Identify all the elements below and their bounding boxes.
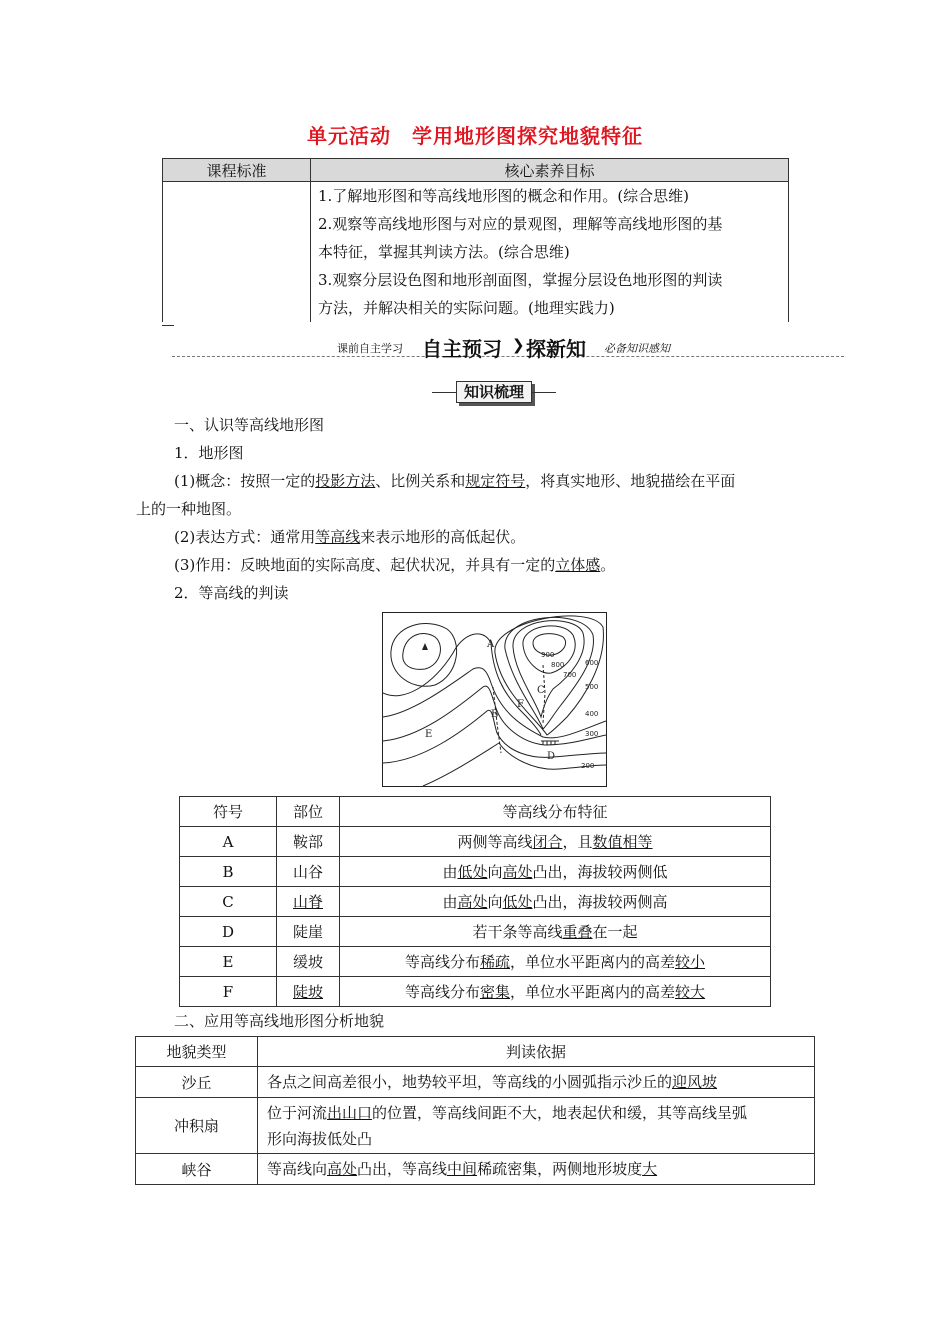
header-cell: 判读依据 xyxy=(258,1037,815,1067)
text-span: 的位置，等高线间距不大，地表起伏和缓，其等高线呈弧 xyxy=(372,1103,748,1122)
answer-contour: 等高线 xyxy=(315,528,361,546)
header-cell: 符号 xyxy=(180,797,277,827)
header-cell: 地貌类型 xyxy=(136,1037,258,1067)
express-line xyxy=(174,526,525,547)
contour-line xyxy=(403,634,441,670)
contour-line xyxy=(423,743,606,786)
map-label: A xyxy=(487,639,495,650)
feature-cell xyxy=(340,947,771,977)
goal-line: 2.观察等高线地形图与对应的景观图，理解等高线地形图的基 xyxy=(318,215,723,233)
heading-1-1: 1．地形图 xyxy=(174,444,244,462)
answer-text: 重叠 xyxy=(562,923,593,941)
feature-cell xyxy=(340,827,771,857)
contour-line xyxy=(383,634,541,735)
text-span: 向 xyxy=(487,863,503,881)
landform-type-cell: 沙丘 xyxy=(136,1067,258,1098)
text-span: ，且 xyxy=(562,833,593,851)
text-span: 形向海拔低处凸 xyxy=(267,1129,373,1148)
answer-text: 数值相等 xyxy=(592,833,653,851)
contour-value: 800 xyxy=(551,661,565,669)
text-span: 。 xyxy=(600,556,616,574)
contour-feature-table xyxy=(179,796,771,1007)
goal-line: 1.了解地形图和等高线地形图的概念和作用。(综合思维) xyxy=(318,187,690,205)
text-span: 位于河流 xyxy=(267,1103,328,1122)
landform-basis-cell xyxy=(258,1154,815,1185)
text-span: 等高线分布 xyxy=(404,983,480,1001)
map-label: F xyxy=(517,699,524,710)
answer-text: 高处 xyxy=(457,893,488,911)
answer-text: 低处 xyxy=(457,863,488,881)
heading-1-2: 2．等高线的判读 xyxy=(174,584,289,602)
answer-text: 迎风坡 xyxy=(672,1073,718,1091)
contour-value: 600 xyxy=(585,659,599,667)
part-cell xyxy=(277,917,340,947)
map-label: C xyxy=(537,685,545,696)
text-span: 凸出，等高线 xyxy=(357,1160,448,1178)
part-text: 山脊 xyxy=(292,893,323,911)
symbol-cell: F xyxy=(180,977,277,1007)
answer-3d: 立体感 xyxy=(555,556,601,574)
peak-triangle-icon xyxy=(422,643,428,650)
table-row xyxy=(136,1098,815,1154)
map-label: D xyxy=(547,751,556,762)
concept-line xyxy=(174,470,735,491)
answer-projection: 投影方法 xyxy=(315,472,376,490)
symbol-cell: A xyxy=(180,827,277,857)
contour-value: 500 xyxy=(585,683,599,691)
answer-symbols: 规定符号 xyxy=(465,472,526,490)
banner-right-text: 必备知识感知 xyxy=(604,342,670,355)
concept-line-2: 上的一种地图。 xyxy=(136,500,242,518)
symbol-cell: B xyxy=(180,857,277,887)
text-span: 向 xyxy=(487,893,503,911)
heading-2: 二、应用等高线地形图分析地貌 xyxy=(174,1012,385,1030)
landform-basis-cell xyxy=(258,1098,815,1154)
table-row xyxy=(180,977,771,1007)
text-span: ，单位水平距离内的高差 xyxy=(510,953,676,971)
symbol-cell: D xyxy=(180,917,277,947)
heading-1: 一、认识等高线地形图 xyxy=(174,416,325,434)
map-label: E xyxy=(425,729,433,740)
contour-value: 700 xyxy=(563,671,577,679)
text-span: 凸出，海拔较两侧高 xyxy=(532,893,668,911)
contour-value: 200 xyxy=(581,762,595,770)
part-text: 鞍部 xyxy=(292,833,323,851)
part-cell xyxy=(277,827,340,857)
answer-text: 闭合 xyxy=(532,833,563,851)
basis-line xyxy=(267,1100,814,1126)
answer-text: 高处 xyxy=(502,863,533,881)
chevron-right-icon: ❯ xyxy=(512,336,525,354)
answer-text: 大 xyxy=(642,1160,658,1178)
part-cell xyxy=(277,947,340,977)
answer-text: 出山口 xyxy=(327,1103,373,1122)
contour-map xyxy=(382,612,607,787)
feature-cell xyxy=(340,977,771,1007)
header-cell: 部位 xyxy=(277,797,340,827)
text-span: 由 xyxy=(442,893,458,911)
part-text: 缓坡 xyxy=(292,953,323,971)
contour-value: 300 xyxy=(585,730,599,738)
text-span: (1)概念：按照一定的 xyxy=(174,472,316,490)
text-span: 来表示地形的高低起伏。 xyxy=(360,528,526,546)
part-text: 陡坡 xyxy=(292,983,323,1001)
landform-table xyxy=(135,1036,815,1185)
answer-text: 稀疏 xyxy=(479,953,510,971)
map-label: B xyxy=(491,709,499,720)
text-span: 等高线分布 xyxy=(404,953,480,971)
goal-line: 3.观察分层设色图和地形剖面图，掌握分层设色地形图的判读 xyxy=(318,271,723,289)
text-span: 若干条等高线 xyxy=(472,923,563,941)
text-span: ，将真实地形、地貌描绘在平面 xyxy=(525,472,736,490)
text-span: 稀疏密集，两侧地形坡度 xyxy=(477,1160,643,1178)
table-header-row xyxy=(180,797,771,827)
text-span: 、比例关系和 xyxy=(375,472,466,490)
goal-line: 本特征，掌握其判读方法。(综合思维) xyxy=(318,243,570,261)
symbol-cell: E xyxy=(180,947,277,977)
answer-text: 密集 xyxy=(479,983,510,1001)
section-banner xyxy=(172,333,844,359)
feature-cell xyxy=(340,857,771,887)
part-cell xyxy=(277,977,340,1007)
text-span: 各点之间高差很小，地势较平坦，等高线的小圆弧指示沙丘的 xyxy=(267,1073,673,1091)
text-span: (3)作用：反映地面的实际高度、起伏状况，并具有一定的 xyxy=(174,556,556,574)
goal-line: 方法，并解决相关的实际问题。(地理实践力) xyxy=(318,299,615,317)
basis-line xyxy=(267,1069,814,1095)
page-title: 单元活动 学用地形图探究地貌特征 xyxy=(307,124,643,148)
answer-text: 较大 xyxy=(675,983,706,1001)
landform-type-cell: 冲积扇 xyxy=(136,1098,258,1154)
table-row xyxy=(180,947,771,977)
answer-text: 低处 xyxy=(502,893,533,911)
part-cell xyxy=(277,857,340,887)
table-row xyxy=(180,917,771,947)
text-span: (2)表达方式：通常用 xyxy=(174,528,316,546)
basis-line xyxy=(267,1126,814,1152)
landform-type-cell: 峡谷 xyxy=(136,1154,258,1185)
symbol-cell: C xyxy=(180,887,277,917)
contour-map-svg xyxy=(383,613,606,786)
answer-text: 中间 xyxy=(447,1160,478,1178)
text-span: 在一起 xyxy=(592,923,638,941)
part-text: 山谷 xyxy=(292,863,323,881)
effect-line xyxy=(174,554,615,575)
banner-main-text-2: 探新知 xyxy=(526,337,586,361)
contour-line xyxy=(523,626,575,673)
banner-main-text: 自主预习 xyxy=(422,337,502,361)
table-row xyxy=(180,827,771,857)
banner-left-text: 课前自主学习 xyxy=(337,342,403,355)
feature-cell xyxy=(340,917,771,947)
standards-col2-header: 核心素养目标 xyxy=(311,159,789,182)
badge-label: 知识梳理 xyxy=(456,381,532,403)
standards-col1-header: 课程标准 xyxy=(163,159,311,182)
header-cell: 等高线分布特征 xyxy=(340,797,771,827)
banner-divider xyxy=(172,356,844,357)
badge-right-bar xyxy=(532,392,556,393)
table-row xyxy=(180,857,771,887)
table-row xyxy=(180,887,771,917)
badge-left-bar xyxy=(432,392,456,393)
table-header-row xyxy=(136,1037,815,1067)
standards-table xyxy=(162,158,789,322)
answer-text: 高处 xyxy=(327,1160,358,1178)
text-span: 等高线向 xyxy=(267,1160,328,1178)
standards-empty-cell xyxy=(163,182,311,323)
table-corner-mark xyxy=(162,325,174,326)
basis-line xyxy=(267,1156,814,1182)
standards-goals-cell xyxy=(311,182,789,323)
text-span: 两侧等高线 xyxy=(457,833,533,851)
section-badge xyxy=(432,381,554,403)
answer-text: 较小 xyxy=(675,953,706,971)
table-row xyxy=(136,1067,815,1098)
contour-value: 900 xyxy=(541,651,555,659)
contour-value: 400 xyxy=(585,710,599,718)
text-span: ，单位水平距离内的高差 xyxy=(510,983,676,1001)
text-span: 由 xyxy=(442,863,458,881)
part-text: 陡崖 xyxy=(292,923,323,941)
landform-basis-cell xyxy=(258,1067,815,1098)
text-span: 凸出，海拔较两侧低 xyxy=(532,863,668,881)
table-row xyxy=(136,1154,815,1185)
feature-cell xyxy=(340,887,771,917)
part-cell xyxy=(277,887,340,917)
